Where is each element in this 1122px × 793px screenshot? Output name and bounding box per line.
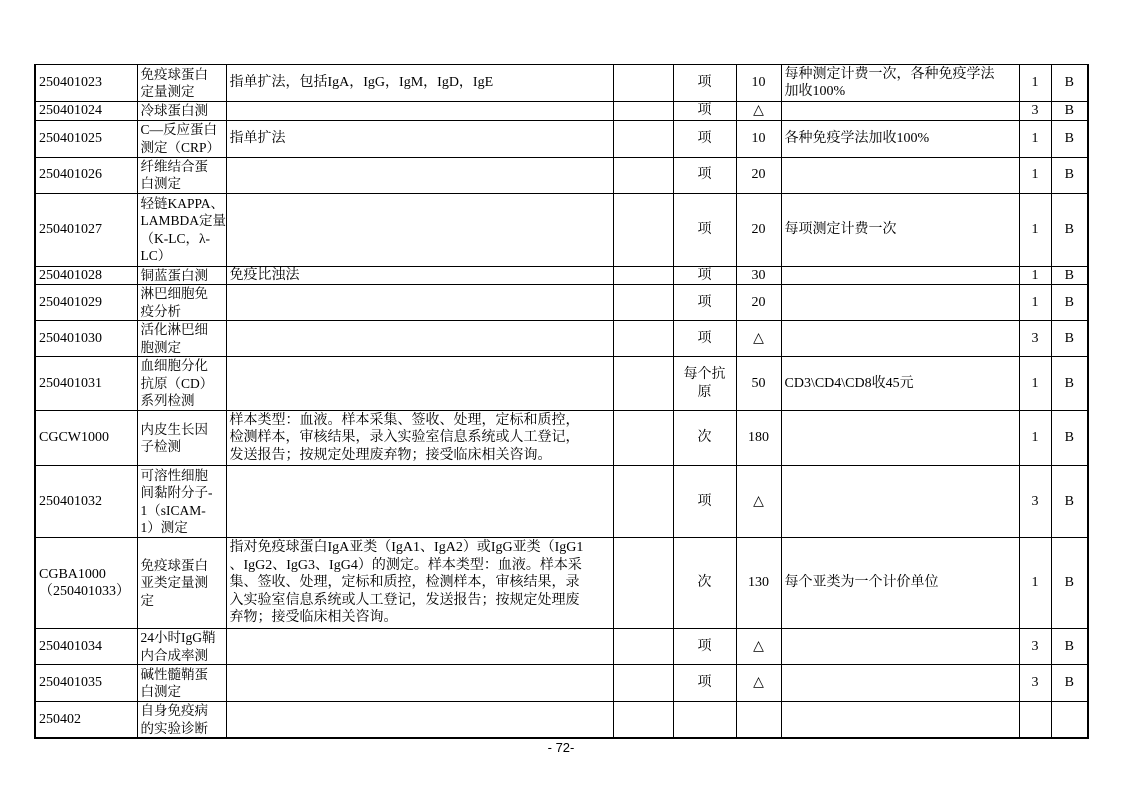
table-row	[35, 321, 1088, 357]
name-cell	[137, 65, 226, 102]
excluded-cell	[613, 702, 673, 739]
content-cell	[226, 193, 613, 266]
category-cell: B	[1051, 285, 1088, 321]
name-line: 淋巴细胞免	[140, 286, 208, 301]
code-cell: 250401030	[35, 321, 137, 357]
name-line: 活化淋巴细	[140, 322, 208, 337]
level-cell: 1	[1019, 538, 1051, 629]
page-number: - 72-	[547, 740, 575, 755]
category-cell: B	[1051, 65, 1088, 102]
unit-cell: 次	[673, 411, 736, 466]
excluded-cell	[613, 629, 673, 665]
code-cell: 250401029	[35, 285, 137, 321]
unit-line: 每个抗	[683, 367, 726, 382]
note-cell	[781, 411, 1019, 466]
excluded-cell	[613, 102, 673, 121]
name-cell	[137, 357, 226, 411]
level-cell: 1	[1019, 411, 1051, 466]
name-line: 1（sICAM-	[140, 502, 206, 518]
level-cell: 1	[1019, 193, 1051, 266]
name-cell	[137, 702, 226, 739]
content-cell	[226, 157, 613, 193]
note-cell	[781, 702, 1019, 739]
table-row	[35, 411, 1088, 466]
name-line: 白测定	[140, 684, 181, 699]
code-line: （250401033）	[39, 584, 130, 599]
price-cell: △	[736, 321, 781, 357]
note-cell	[781, 285, 1019, 321]
price-table	[34, 64, 1089, 739]
table-row	[35, 193, 1088, 266]
content-line: 检测样本，审核结果，录入实验室信息系统或人工登记，	[229, 430, 580, 446]
name-cell	[137, 157, 226, 193]
content-line: 指对免疫球蛋白IgA亚类（IgA1、IgA2）或IgG亚类（IgG1	[229, 540, 584, 556]
name-line: 白测定	[140, 176, 181, 191]
code-cell: 250401035	[35, 665, 137, 702]
name-line: 内皮生长因	[140, 421, 208, 437]
price-cell: △	[736, 629, 781, 665]
content-cell	[226, 702, 613, 739]
price-cell: 20	[736, 193, 781, 266]
excluded-cell	[613, 357, 673, 411]
level-cell: 1	[1019, 285, 1051, 321]
name-line: 可溶性细胞	[140, 467, 208, 483]
unit-cell: 项	[673, 285, 736, 321]
level-cell: 1	[1019, 266, 1051, 285]
level-cell: 3	[1019, 629, 1051, 665]
name-cell	[137, 120, 226, 157]
category-cell	[1051, 702, 1088, 739]
content-cell	[226, 102, 613, 121]
excluded-cell	[613, 157, 673, 193]
table-row	[35, 157, 1088, 193]
name-line: 间黏附分子-	[140, 485, 213, 500]
name-line: 碱性髓鞘蛋	[140, 666, 208, 682]
excluded-cell	[613, 411, 673, 466]
content-line: 弃物；接受临床相关咨询。	[229, 610, 398, 626]
unit-cell: 项	[673, 65, 736, 102]
excluded-cell	[613, 65, 673, 102]
level-cell: 1	[1019, 65, 1051, 102]
name-line: 胞测定	[140, 339, 181, 355]
code-cell: 250401026	[35, 157, 137, 193]
price-cell: 20	[736, 285, 781, 321]
content-line: 、IgG2、IgG3、IgG4）的测定。样本类型：血液。样本采	[229, 557, 582, 573]
code-cell: 250401024	[35, 102, 137, 121]
level-cell	[1019, 702, 1051, 739]
level-cell: 3	[1019, 665, 1051, 702]
unit-cell: 次	[673, 538, 736, 629]
content-cell	[226, 665, 613, 702]
content-cell	[226, 285, 613, 321]
table-row	[35, 102, 1088, 121]
content-cell: 指单扩法	[226, 120, 613, 157]
content-line: 样本类型：血液。样本采集、签收、处理，定标和质控，	[229, 412, 580, 428]
note-line: 每种测定计费一次，各种免疫学法	[784, 66, 995, 82]
level-cell: 3	[1019, 466, 1051, 538]
content-cell	[226, 321, 613, 357]
excluded-cell	[613, 538, 673, 629]
category-cell: B	[1051, 629, 1088, 665]
content-line: 发送报告；按规定处理废弃物；接受临床相关咨询。	[229, 447, 552, 463]
table-row	[35, 466, 1088, 538]
note-cell: 每个亚类为一个计价单位	[781, 538, 1019, 629]
content-cell: 指单扩法，包括IgA，IgG，IgM，IgD，IgE	[226, 65, 613, 102]
content-cell	[226, 411, 613, 466]
code-cell: CGCW1000	[35, 411, 137, 466]
note-cell	[781, 157, 1019, 193]
note-cell	[781, 102, 1019, 121]
excluded-cell	[613, 193, 673, 266]
unit-cell: 项	[673, 266, 736, 285]
content-cell	[226, 466, 613, 538]
excluded-cell	[613, 321, 673, 357]
name-line: LAMBDA定量	[140, 213, 227, 228]
unit-line: 原	[697, 384, 712, 400]
price-cell: 20	[736, 157, 781, 193]
code-cell: 250401034	[35, 629, 137, 665]
price-cell: 130	[736, 538, 781, 629]
table-row	[35, 702, 1088, 739]
category-cell: B	[1051, 538, 1088, 629]
content-cell	[226, 538, 613, 629]
name-line: 定量测定	[140, 84, 195, 99]
category-cell: B	[1051, 157, 1088, 193]
price-cell: △	[736, 466, 781, 538]
name-line: LC）	[140, 248, 172, 263]
table-row	[35, 65, 1088, 102]
price-cell: 10	[736, 65, 781, 102]
name-line: 轻链KAPPA、	[140, 195, 225, 211]
excluded-cell	[613, 665, 673, 702]
table-row	[35, 266, 1088, 285]
name-line: 内合成率测	[140, 647, 208, 663]
price-cell: 180	[736, 411, 781, 466]
level-cell: 1	[1019, 157, 1051, 193]
note-cell: 各种免疫学法加收100%	[781, 120, 1019, 157]
category-cell: B	[1051, 665, 1088, 702]
code-cell: 250401025	[35, 120, 137, 157]
name-line: 纤维结合蛋	[140, 158, 208, 174]
unit-cell: 项	[673, 665, 736, 702]
name-line: 子检测	[140, 439, 181, 454]
name-line: 免疫球蛋白	[140, 66, 208, 82]
category-cell: B	[1051, 193, 1088, 266]
content-cell: 免疫比浊法	[226, 266, 613, 285]
name-line: 的实验诊断	[140, 720, 208, 736]
content-line: 集、签收、处理，定标和质控，检测样本，审核结果，录	[229, 575, 580, 591]
level-cell: 1	[1019, 357, 1051, 411]
name-cell: 冷球蛋白测	[137, 102, 226, 121]
unit-cell: 项	[673, 629, 736, 665]
category-cell: B	[1051, 357, 1088, 411]
name-line: 测定（CRP）	[140, 139, 221, 155]
name-line: C—反应蛋白	[140, 122, 218, 137]
price-cell: 30	[736, 266, 781, 285]
category-cell: B	[1051, 321, 1088, 357]
table-row	[35, 538, 1088, 629]
table-row	[35, 285, 1088, 321]
name-line: 免疫球蛋白	[140, 557, 208, 573]
excluded-cell	[613, 266, 673, 285]
note-cell	[781, 629, 1019, 665]
unit-cell	[673, 702, 736, 739]
excluded-cell	[613, 120, 673, 157]
name-cell: 铜蓝蛋白测	[137, 266, 226, 285]
note-cell	[781, 65, 1019, 102]
name-cell	[137, 629, 226, 665]
excluded-cell	[613, 285, 673, 321]
category-cell: B	[1051, 466, 1088, 538]
name-line: 系列检测	[140, 393, 195, 409]
name-line: 1）测定	[140, 520, 188, 535]
price-cell: △	[736, 102, 781, 121]
code-cell: 250401032	[35, 466, 137, 538]
name-cell	[137, 538, 226, 629]
price-cell: 50	[736, 357, 781, 411]
name-line: 定	[140, 592, 154, 608]
code-cell: 250401028	[35, 266, 137, 285]
code-cell: 250401027	[35, 193, 137, 266]
price-cell	[736, 702, 781, 739]
unit-cell: 项	[673, 321, 736, 357]
content-cell	[226, 357, 613, 411]
note-cell	[781, 321, 1019, 357]
name-line: 自身免疫病	[140, 703, 208, 718]
name-line: 亚类定量测	[140, 575, 208, 591]
table-row	[35, 629, 1088, 665]
code-cell: 250401031	[35, 357, 137, 411]
content-cell	[226, 629, 613, 665]
unit-cell: 项	[673, 102, 736, 121]
name-line: 24小时IgG鞘	[140, 630, 216, 645]
name-cell	[137, 466, 226, 538]
code-cell: 250401023	[35, 65, 137, 102]
excluded-cell	[613, 466, 673, 538]
level-cell: 3	[1019, 321, 1051, 357]
category-cell: B	[1051, 102, 1088, 121]
level-cell: 1	[1019, 120, 1051, 157]
note-cell: 每项测定计费一次	[781, 193, 1019, 266]
unit-cell: 项	[673, 466, 736, 538]
name-line: （K-LC，λ-	[140, 230, 211, 246]
unit-cell: 项	[673, 193, 736, 266]
name-line: 血细胞分化	[140, 358, 208, 374]
name-cell	[137, 411, 226, 466]
table-row	[35, 120, 1088, 157]
note-cell: CD3\CD4\CD8收45元	[781, 357, 1019, 411]
name-line: 疫分析	[140, 303, 181, 319]
code-cell: 250402	[35, 702, 137, 739]
unit-cell	[673, 357, 736, 411]
note-cell	[781, 466, 1019, 538]
name-cell	[137, 321, 226, 357]
level-cell: 3	[1019, 102, 1051, 121]
unit-cell: 项	[673, 157, 736, 193]
category-cell: B	[1051, 411, 1088, 466]
note-cell	[781, 266, 1019, 285]
name-cell	[137, 285, 226, 321]
price-cell: 10	[736, 120, 781, 157]
category-cell: B	[1051, 266, 1088, 285]
note-line: 加收100%	[784, 84, 846, 99]
table-body	[35, 65, 1088, 739]
name-line: 抗原（CD）	[140, 375, 214, 391]
code-line: CGBA1000	[39, 566, 106, 582]
unit-cell: 项	[673, 120, 736, 157]
code-cell	[35, 538, 137, 629]
table-row	[35, 665, 1088, 702]
content-line: 入实验室信息系统或人工登记，发送报告；按规定处理废	[229, 592, 580, 608]
table-row	[35, 357, 1088, 411]
note-cell	[781, 665, 1019, 702]
price-cell: △	[736, 665, 781, 702]
name-cell	[137, 665, 226, 702]
name-cell	[137, 193, 226, 266]
category-cell: B	[1051, 120, 1088, 157]
